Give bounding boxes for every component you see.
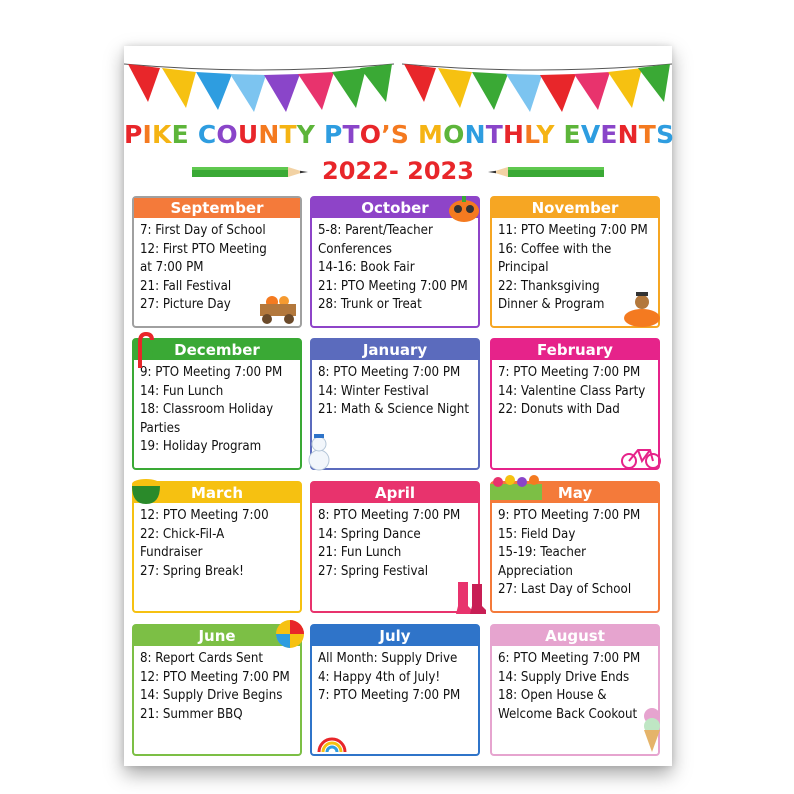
event-item: Fundraiser [140,545,203,561]
pencil-right-icon [486,164,604,180]
event-item: 16: Coffee with the [498,241,612,257]
month-header: February [492,340,658,360]
event-item: All Month: Supply Drive [318,651,458,666]
title-letter: S [390,120,410,149]
month-header: August [492,626,658,646]
title-letter: T [485,120,503,149]
title-letter: N [617,120,639,149]
title-letter: ’ [381,120,391,149]
event-item: 22: Donuts with Dad [498,402,620,418]
bicycle-icon [620,440,662,470]
month-header: April [312,483,478,503]
title-letter: C [197,120,217,149]
title-letter: Y [536,120,555,149]
pencil-left-icon [192,164,310,180]
title-letter: H [502,120,525,149]
event-list [134,646,300,724]
month-header: January [312,340,478,360]
title-letter: L [524,120,537,149]
event-item: 8: PTO Meeting 7:00 PM [318,365,461,380]
title-letter: O [443,120,465,149]
title-letter: E [563,120,581,149]
title-letter: O [216,120,238,149]
event-item: 22: Chick-Fil-A [140,526,225,542]
event-item: 7: PTO Meeting 7:00 PM [498,365,641,380]
turkey-pie-icon [622,290,662,328]
title-letter: P [323,120,343,149]
title-letter: T [279,120,297,149]
title-letter: S [656,120,675,149]
month-card-august [490,624,660,756]
title-letter [189,120,198,149]
event-item: 14: Winter Festival [318,383,429,399]
event-item: 12: PTO Meeting 7:00 PM [140,669,290,685]
event-item: 15-19: Teacher [498,545,587,561]
title-letter: Y [296,120,316,149]
event-item: Parties [140,420,181,436]
event-item: 18: Classroom Holiday [140,402,274,418]
event-item: at 7:00 PM [140,260,204,276]
event-item: 27: Picture Day [140,297,231,313]
event-item: 6: PTO Meeting 7:00 PM [498,651,641,666]
title-letter: P [124,120,143,149]
event-item: 21: PTO Meeting 7:00 PM [318,278,468,294]
month-header: July [312,626,478,646]
snowman-icon [304,432,334,472]
event-item: 9: PTO Meeting 7:00 PM [498,508,641,523]
event-list [312,503,478,581]
month-header: September [134,198,300,218]
event-item: 21: Fall Festival [140,278,232,294]
month-header: October [312,198,478,218]
event-item: 28: Trunk or Treat [318,297,422,313]
event-list [134,503,300,581]
event-list [492,503,658,600]
title-letter: T [342,120,360,149]
rain-boots-icon [454,580,488,616]
event-item: 8: Report Cards Sent [140,651,264,666]
event-item: Conferences [318,241,392,257]
title-letter: E [171,120,189,149]
bunting-right [402,58,672,118]
month-card-may [490,481,660,613]
title-letter [315,120,324,149]
event-list [312,360,478,420]
bunting-left [124,58,394,118]
event-item: 21: Summer BBQ [140,706,243,722]
event-list [312,646,478,706]
event-item: 9: PTO Meeting 7:00 PM [140,365,283,380]
event-item: 4: Happy 4th of July! [318,669,441,685]
title-letter: U [237,120,259,149]
title-letter [409,120,418,149]
event-item: 21: Math & Science Night [318,402,469,418]
month-card-january [310,338,480,470]
event-item: 14: Supply Drive Begins [140,688,283,704]
event-item: 12: First PTO Meeting [140,241,267,257]
event-item: 27: Last Day of School [498,582,632,598]
event-item: Principal [498,260,549,276]
pumpkin-icon [448,195,480,223]
event-item: Dinner & Program [498,297,605,313]
event-list [492,360,658,420]
event-item: 12: PTO Meeting 7:00 [140,508,269,523]
event-list [492,646,658,724]
event-item: 19: Holiday Program [140,439,262,455]
month-header: March [134,483,300,503]
title-letter [555,120,564,149]
month-header: June [134,626,300,646]
ice-cream-icon [640,706,664,754]
title-letter: M [418,120,444,149]
title-letter: K [152,120,172,149]
event-item: 7: First Day of School [140,223,266,238]
event-item: 21: Fun Lunch [318,545,402,561]
event-item: 14: Supply Drive Ends [498,669,630,685]
title-letter: N [464,120,486,149]
title-letter: T [638,120,657,149]
event-item: 8: PTO Meeting 7:00 PM [318,508,461,523]
month-header: December [134,340,300,360]
event-item: Appreciation [498,563,573,579]
title-letter: N [258,120,280,149]
event-item: 14: Valentine Class Party [498,383,646,399]
beach-ball-icon [274,618,306,650]
event-item: 15: Field Day [498,526,576,542]
event-item: 18: Open House & [498,688,607,704]
flowers-icon [490,474,542,500]
event-item: 27: Spring Festival [318,563,429,579]
event-item: 14-16: Book Fair [318,260,415,276]
school-year: 2022- 2023 [322,157,474,185]
event-item: 11: PTO Meeting 7:00 PM [498,223,648,238]
title-letter: E [600,120,618,149]
candy-cane-icon [132,330,158,370]
event-item: 14: Fun Lunch [140,383,224,399]
title-letter: O [359,120,382,149]
event-list [134,360,300,457]
event-item: 14: Spring Dance [318,526,421,542]
event-item: 7: PTO Meeting 7:00 PM [318,688,461,704]
month-header: May [492,483,658,503]
title-letter: V [580,120,601,149]
month-header: November [492,198,658,218]
event-item: Welcome Back Cookout [498,706,638,722]
title-letter: I [142,120,153,149]
event-list [312,218,478,315]
pot-of-gold-icon [128,476,164,506]
page-title [124,120,675,149]
rainbow-icon [316,728,348,752]
event-item: 27: Spring Break! [140,563,244,579]
event-item: 5-8: Parent/Teacher [318,223,433,238]
event-item: 22: Thanksgiving [498,278,600,294]
wagon-icon [258,292,300,326]
